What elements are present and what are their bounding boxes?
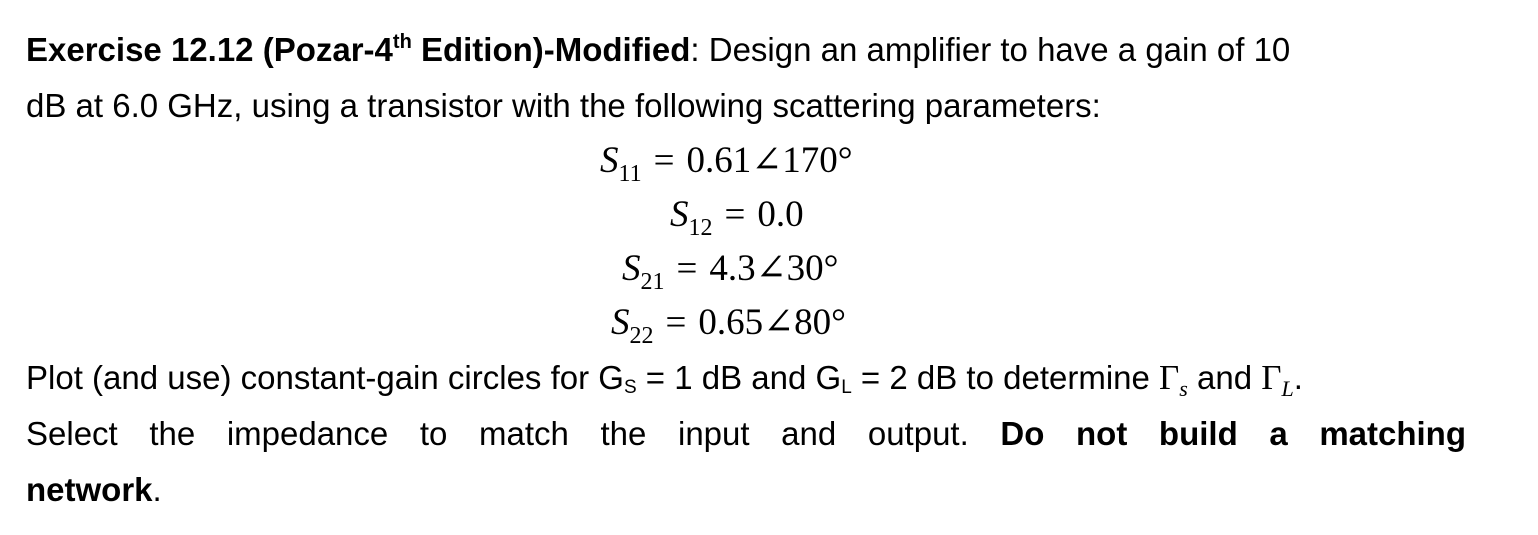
equation-s22: $S_{22}$ = 0.65∠80° — [611, 302, 846, 349]
intro-text-line2: dB at 6.0 GHz, using a transistor with the following scattering parameters: — [26, 87, 1101, 124]
exercise-intro: Exercise 12.12 (Pozar-4th Edition)-Modified: Design an amplifier to have a gain of 10 dB at 6.0 GHz, using a transistor with the following scattering parameters: — [26, 31, 1291, 124]
intro-text-line1: Design an amplifier to have a gain of 10 — [699, 31, 1291, 68]
instructions-line1: Plot (and use) constant-gain circles for GS = 1 dB and GL = 2 dB to determine $\Gamma_s$ and $\Gamma_L$. — [26, 358, 1303, 401]
equation-s21: $S_{21}$ = 4.3∠30° — [622, 248, 839, 295]
instructions-line2: Select the impedance to match the input and output. Do not build a matching — [26, 415, 1466, 452]
exercise-document — [26, 22, 1466, 518]
instructions-line3: network. — [26, 471, 162, 508]
exercise-title: Exercise 12.12 (Pozar-4th Edition)-Modified — [26, 31, 691, 68]
equation-s12: $S_{12} = 0.0$ — [670, 194, 804, 241]
equation-s11: $S_{11}$ = 0.61∠170° — [600, 140, 853, 187]
scattering-parameters — [26, 134, 1466, 350]
instructions — [26, 350, 1466, 406]
